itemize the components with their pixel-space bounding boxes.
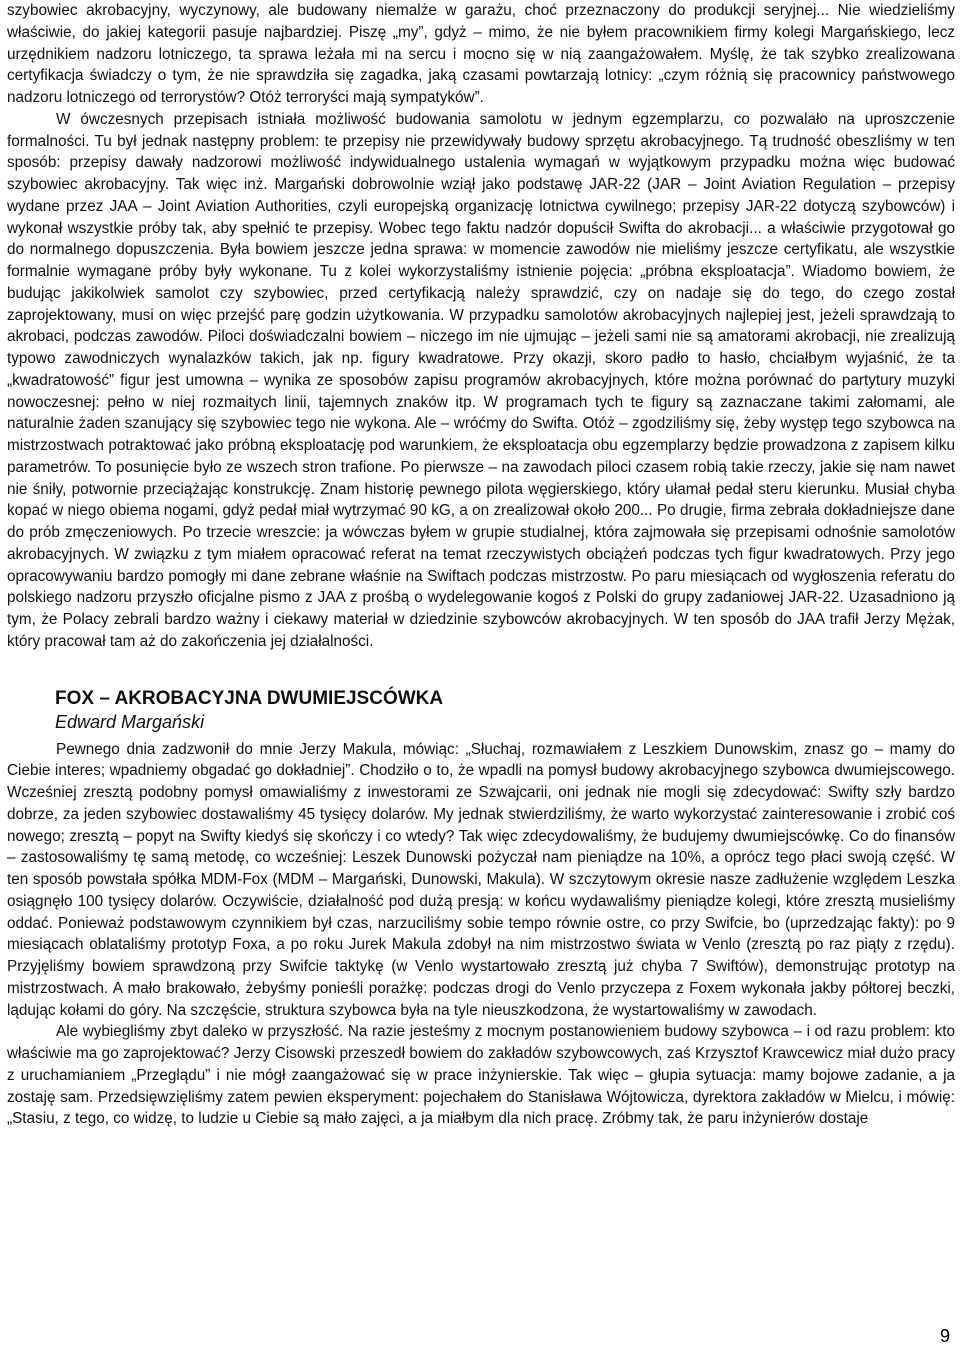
paragraph-fox-origin: Pewnego dnia zadzwonił do mnie Jerzy Makula, mówiąc: „Słuchaj, rozmawiałem z Leszkiem Dunowskim, znasz go – mamy do Ciebie interes; wpadniemy obgadać go dokładniej”. Chodziło o to, że wpadli na pomysł budowy akrobacyjnego szybowca dwumiejscowego. Wcześniej zresztą podobny pomysł omawialiśmy z inwestorami ze Szwajcarii, oni jednak nie mogli się zdecydować: Swifty szły bardzo dobrze, za jeden szybowiec dostawaliśmy 45 tysięcy dolarów. My jednak stwierdziliśmy, że warto wykorzystać zainteresowanie i zrobić coś nowego; zresztą – popyt na Swifty kiedyś się skończy i co wtedy? Tak więc zdecydowaliśmy, że budujemy dwumiejscówkę. Co do finansów – zastosowaliśmy tę samą metodę, co wcześniej: Leszek Dunowski pożyczał nam pieniądze na 10%, a oprócz tego płaci swoją część. W ten sposób powstała spółka MDM-Fox (MDM – Margański, Dunowski, Makula). W szczytowym okresie nasze zadłużenie względem Leszka osiągnęło 100 tysięcy dolarów. Oczywiście, działalność pod dużą presją: w końcu wydawaliśmy pieniądze kolegi, które zresztą musieliśmy oddać. Ponieważ podstawowym czynnikiem był czas, narzuciliśmy sobie tempo równie ostre, co przy Swifcie, bo (uprzedzając fakty): po 9 miesiącach oblataliśmy prototyp Foxa, a po roku Jurek Makula zdobył na nim mistrzostwo świata w Venlo (zresztą po raz piąty z rzędu). Przyjęliśmy bowiem sprawdzoną przy Swifcie taktykę (w Venlo wystartowało zresztą już chyba 7 Swiftów), demonstrując prototyp na mistrzostwach. A mało brakowało, żebyśmy ponieśli porażkę: podczas drogi do Venlo przyczepa z Foxem wykonała jakby półtorej beczki, lądując kołami do góry. Na szczęście, struktura szybowca była na tyle nieuszkodzona, że wystartowaliśmy w zawodach. — [7, 740, 955, 1019]
paragraph-swift-intro: szybowiec akrobacyjny, wyczynowy, ale budowany niemalże w garażu, choć przeznaczony do produkcji seryjnej... Nie wiedzieliśmy właściwie, do jakiej kategorii pasuje najbardziej. Piszę „my”, gdyż – mimo, że nie byłem pracownikiem firmy kolegi Margańskiego, lecz urzędnikiem nadzoru lotniczego, ta sprawa leżała mi na sercu i mocno się w nią zaangażowałem. Myślę, że tak szybko zrealizowana certyfikacja świadczy o tym, że nie sprawdziła się zagadka, jaką czasami powtarzają lotnicy: „czym różnią się pracownicy państwowego nadzoru lotniczego od terrorystów? Otóż terroryści mają sympatyków”. — [7, 2, 955, 106]
paragraph-swift-certification: W ówczesnych przepisach istniała możliwość budowania samolotu w jednym egzemplarzu, co pozwalało na uproszczenie formalności. Tu był jednak następny problem: te przepisy nie przewidywały budowy sprzętu akrobacyjnego. Tą trudność obeszliśmy w ten sposób: przepisy dawały nadzorowi możliwość indywidualnego ustalenia wymagań w wyjątkowym przypadku można więc budować szybowiec akrobacyjny. Tak więc inż. Margański dobrowolnie wziął jako podstawę JAR-22 (JAR – Joint Aviation Regulation – przepisy wydane przez JAA – Joint Aviation Authorities, czyli europejską organizację lotnictwa cywilnego; przepisy JAR-22 dotyczą szybowców) i wykonał wszystkie próby tak, aby spełnić te przepisy. Wobec tego faktu nadzór dopuścił Swifta do akrobacji... a właściwie przygotował go do normalnego dopuszczenia. Była bowiem jeszcze jedna sprawa: w momencie zawodów nie mieliśmy jeszcze certyfikatu, ale wszystkie formalnie wymagane próby były wykonane. Tu z kolei wykorzystaliśmy istnienie pojęcia: „próbna eksploatacja”. Wiadomo bowiem, że budując jakikolwiek samolot czy szybowiec, przed certyfikacją należy sprawdzić, czy on nadaje się do tego, do czego został zaprojektowany, musi on więc przejść parę godzin użytkowania. W przypadku samolotów akrobacyjnych najlepiej jest, jeżeli sprawdzają to akrobaci, podczas zawodów. Piloci doświadczalni bowiem – niczego im nie ujmując – jeżeli sami nie są amatorami akrobacji, nie zrealizują typowo zawodniczych wynalazków takich, jak np. figury kwadratowe. Przy okazji, skoro padło to hasło, chciałbym wyjaśnić, że ta „kwadratowość” figur jest umowna – wynika ze sposobów zapisu programów akrobacyjnych, które można porównać do partytury muzyki nowoczesnej: pełno w niej rozmaitych linii, tajemnych znaków itp. W programach tych te figury są zaznaczane takimi załomami, ale naturalnie żaden szanujący się szybowiec tego nie wykona. Ale – wróćmy do Swifta. Otóż – zgodziliśmy się, żeby występ tego szybowca na mistrzostwach potraktować jako próbną eksploatację pod warunkiem, że eksploatacja obu egzemplarzy będzie prowadzona z zapisem kilku parametrów. To posunięcie było ze wszech stron trafione. Po pierwsze – na zawodach piloci czasem robią takie rzeczy, jakie się nam nawet nie śniły, potwornie przeciążając konstrukcję. Znam historię pewnego pilota węgierskiego, który ułamał pedał steru kierunku. Musiał chyba kopać w niego obiema nogami, gdyż pedał miał wytrzymać 90 kG, a on zrealizował około 200... Po drugie, firma zebrała dokładniejsze dane do prób zmęczeniowych. Po trzecie wreszcie: ja wówczas byłem w grupie studialnej, która zajmowała się przepisami odnośnie samolotów akrobacyjnych. W związku z tym miałem opracować referat na temat rzeczywistych obciążeń podczas tych figur kwadratowych. Przy jego opracowywaniu bardzo pomogły mi dane zebrane właśnie na Swiftach podczas mistrzostw. Po paru miesiącach od wygłoszenia referatu do polskiego nadzoru przyszło oficjalne pismo z JAA z prośbą o wydelegowanie kogoś z Polski do grupy zadaniowej JAR-22. Uzasadniono ją tym, że Polacy zebrali bardzo ważny i ciekawy materiał w dziedzinie szybowców akrobacyjnych. W ten sposób do JAA trafił Jerzy Mężak, który pracował tam aż do zakończenia jej działalności. — [7, 110, 955, 650]
section-author: Edward Margański — [55, 711, 205, 732]
page-number: 9 — [939, 1326, 950, 1346]
paragraph-fox-design: Ale wybiegliśmy zbyt daleko w przyszłość. Na razie jesteśmy z mocnym postanowieniem budowy szybowca – i od razu problem: kto właściwie ma go zaprojektować? Jerzy Cisowski przeszedł bowiem do zakładów szybowcowych, zaś Krzysztof Krawcewicz miał dużo pracy z uruchamianiem „Przeglądu” i nie mógł zaangażować się w prace inżynierskie. Tak więc – głupia sytuacja: mamy bojowe zadanie, a ja zostaję sam. Przedsięwzięliśmy zatem pewien eksperyment: pojechałem do Stanisława Wójtowicza, dyrektora zakładów w Mielcu, i mówię: „Stasiu, z tego, co widzę, to ludzie u Ciebie są mało zajęci, a ja miałbym dla nich pracę. Zróbmy tak, że paru inżynierów dostaje — [7, 1023, 955, 1128]
document-page — [7, 0, 955, 1130]
section-title: FOX – AKROBACYJNA DWUMIEJSCÓWKA — [55, 687, 444, 709]
section-heading — [55, 687, 955, 733]
